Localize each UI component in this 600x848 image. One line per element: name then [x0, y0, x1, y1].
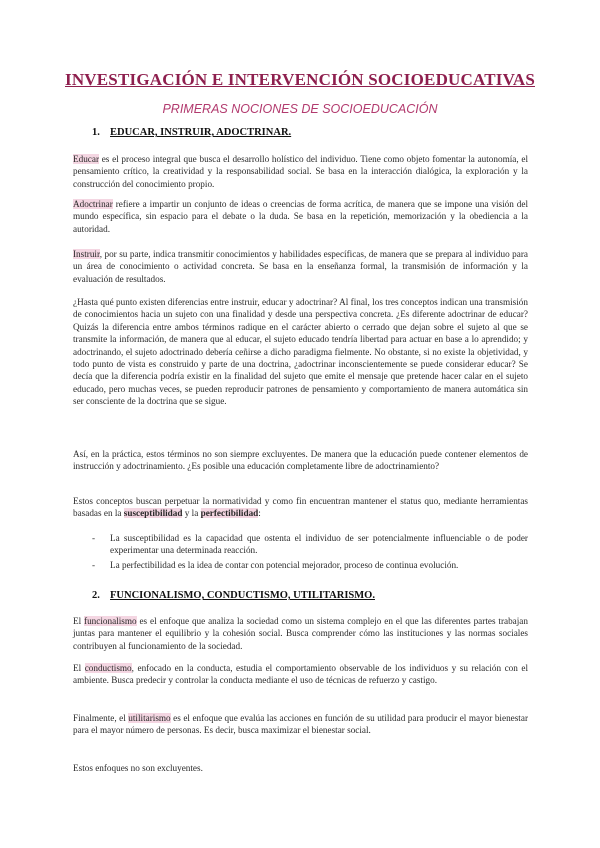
section-1-title: EDUCAR, INSTRUIR, ADOCTRINAR. — [110, 127, 292, 138]
paragraph-text: , enfocado en la conducta, estudia el comportamiento observable de los individuos y su relación con el ambiente. Busca predecir y controlar la conducta mediante el uso de técnicas de refuerzo y castigo. — [73, 663, 528, 686]
paragraph-text: El — [73, 616, 85, 626]
paragraph-conductismo — [73, 662, 528, 687]
paragraph-utilitarismo — [73, 712, 528, 737]
paragraph-question: ¿Hasta qué punto existen diferencias entre instruir, educar y adoctrinar? Al final, los tres conceptos indican una transmisión de conocimientos hacia un sujeto con una finalidad y desde una perspectiva concreta. ¿Es diferente adoctrinar de educar? Quizás la diferencia entre ambos términos radique en el carácter abierto o cerrado que dejan sobre el sujeto al que se transmite la información, de manera que al educar, el sujeto educado tendría libertad para actuar en base a lo aprendido; y adoctrinando, el sujeto adoctrinado debería ceñirse a dicho paradigma fielmente. No obstante, si no existe la objetividad, y todo punto de vista es construido y parte de una doctrina, ¿adoctrinar inconscientemente se puede considerar educar? Se decía que la diferencia podría existir en la finalidad del sujeto que emite el mensaje que pretende hacer calar en el sujeto educado, pero muchas veces, se pueden reproducir patrones de pensamiento y comportamiento de manera automática sin ser consciente de la doctrina que se sigue. — [73, 297, 528, 407]
paragraph-text: El — [73, 663, 85, 673]
paragraph-text: es el enfoque que analiza la sociedad como un sistema complejo en el que las diferentes partes trabajan juntas para mantener el equilibrio y la cohesión social. Busca comprender cómo las instituciones y las normas sociales contribuyen al funcionamiento de la sociedad. — [73, 616, 528, 651]
list-dash: - — [92, 533, 96, 543]
term-perfectibilidad: perfectibilidad — [200, 508, 259, 519]
paragraph-text: y la — [182, 508, 201, 519]
term-instruir: Instruir — [73, 249, 100, 259]
document-title: INVESTIGACIÓN E INTERVENCIÓN SOCIOEDUCATIVAS — [65, 70, 535, 89]
paragraph-text: refiere a impartir un conjunto de ideas o creencias de forma acrítica, de manera que se impone una visión del mundo específica, sin espacio para el debate o la duda. Se basa en la repetición, memorización y la obediencia a la autoridad. — [73, 199, 528, 234]
list-dash: - — [92, 559, 96, 570]
term-adoctrinar: Adoctrinar — [73, 199, 113, 209]
list-item — [92, 559, 528, 571]
document-subtitle: PRIMERAS NOCIONES DE SOCIOEDUCACIÓN — [162, 102, 438, 116]
term-susceptibilidad: susceptibilidad — [123, 508, 183, 519]
paragraph-text: : — [258, 508, 261, 519]
section-2-title: FUNCIONALISMO, CONDUCTISMO, UTILITARISMO. — [110, 590, 375, 601]
paragraph-instruir — [73, 248, 528, 285]
paragraph-closing: Estos enfoques no son excluyentes. — [73, 763, 203, 773]
paragraph-text: Finalmente, el — [73, 713, 129, 723]
paragraph-practice: Así, en la práctica, estos términos no son siempre excluyentes. De manera que la educación puede contener elementos de instrucción y adoctrinamiento. ¿Es posible una educación completamente libre de adoctrinamiento? — [73, 449, 528, 472]
term-utilitarismo: utilitarismo — [128, 713, 171, 723]
list-item — [92, 532, 528, 557]
list-item-text: La susceptibilidad es la capacidad que ostenta el individuo de ser potencialmente influenciable o de poder experimentar una determinada reacción. — [110, 533, 528, 556]
section-1-number: 1. — [92, 127, 100, 138]
paragraph-text: , por su parte, indica transmitir conocimientos y habilidades específicas, de manera que se prepara al individuo para un área de conocimiento o actividad concreta. Se basa en la enseñanza formal, la transmisión de información y la evaluación de resultados. — [73, 249, 528, 284]
section-2-number: 2. — [92, 590, 100, 601]
term-educar: Educar — [73, 154, 100, 164]
section-1-heading — [92, 127, 291, 138]
paragraph-text: es el enfoque que evalúa las acciones en función de su utilidad para producir el mayor bienestar para el mayor número de personas. Es decir, busca maximizar el bienestar social. — [73, 713, 529, 736]
paragraph-educar — [73, 153, 528, 190]
section-2-heading — [92, 590, 375, 601]
concept-list — [92, 532, 528, 573]
paragraph-text: Estos conceptos buscan perpetuar la normatividad y como fin encuentran mantener el status quo, mediante herramientas basadas en la — [73, 496, 528, 519]
paragraph-text: es el proceso integral que busca el desarrollo holístico del individuo. Tiene como objeto fomentar la autonomía, el pensamiento crítico, la creatividad y la responsabilidad social. Se basa en la interacción dialógica, la exploración y la construcción del conocimiento propio. — [73, 154, 528, 189]
list-item-text: La perfectibilidad es la idea de contar con potencial mejorador, proceso de continua evolución. — [110, 559, 459, 570]
term-conductismo: conductismo — [84, 663, 132, 673]
term-funcionalismo: funcionalismo — [84, 616, 137, 626]
paragraph-adoctrinar — [73, 198, 528, 235]
paragraph-funcionalismo — [73, 615, 528, 652]
paragraph-concepts — [73, 495, 528, 520]
